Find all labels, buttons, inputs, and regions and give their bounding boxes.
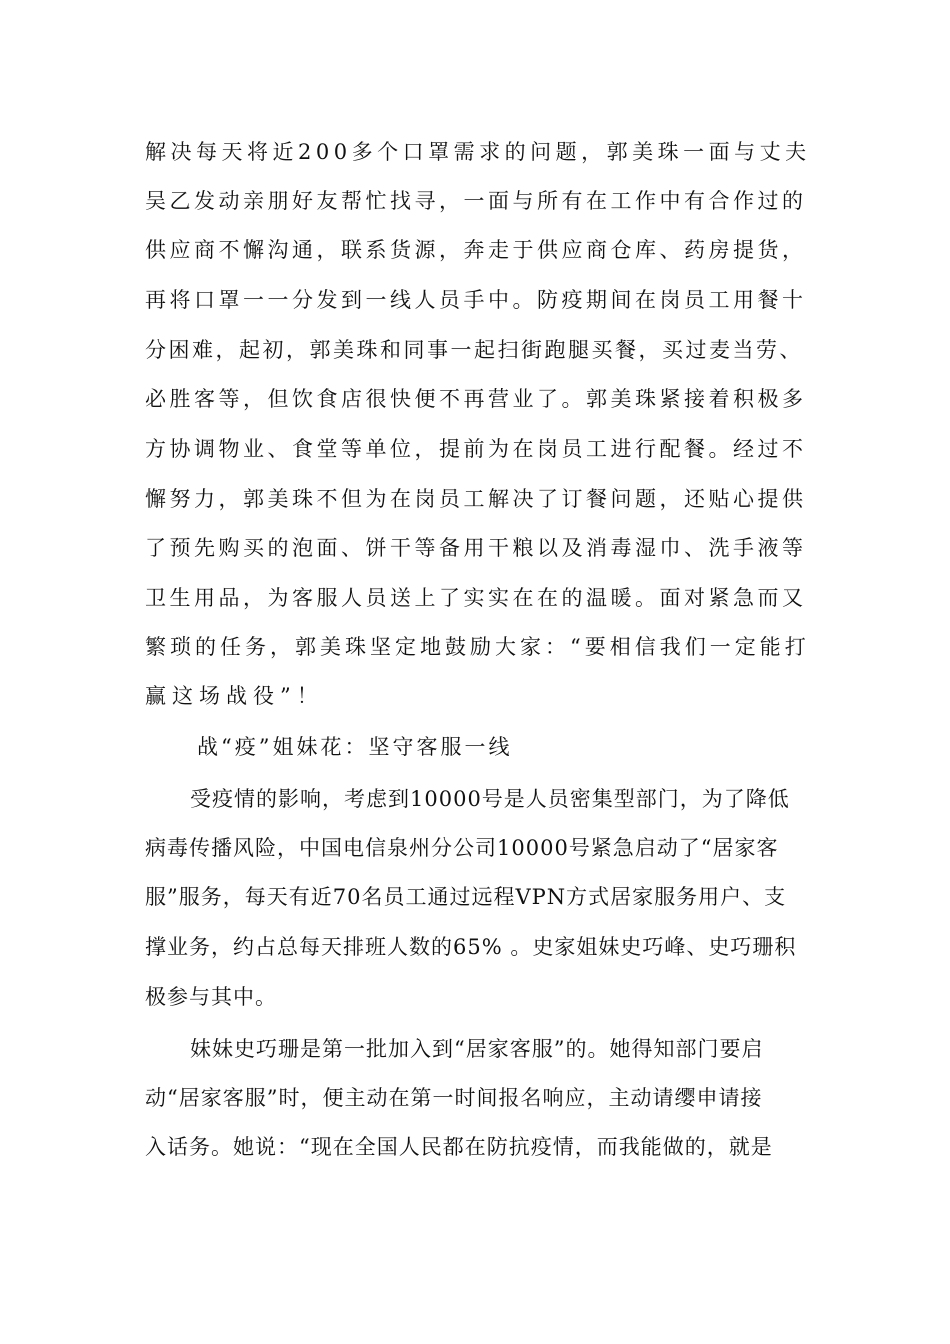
text-line: 必胜客等，但饮食店很快便不再营业了。郭美珠紧接着积极多: [145, 387, 807, 411]
text-line: 服”服务，每天有近70名员工通过远程VPN方式居家服务用户、支: [145, 885, 787, 909]
text-line: 懈努力，郭美珠不但为在岗员工解决了订餐问题，还贴心提供: [145, 487, 807, 511]
text-line: 动“居家客服”时，便主动在第一时间报名响应，主动请缨申请接: [145, 1086, 763, 1110]
text-line: 吴乙发动亲朋好友帮忙找寻，一面与所有在工作中有合作过的: [145, 189, 807, 213]
text-line: 受疫情的影响，考虑到10000号是人员密集型部门，为了降低: [190, 787, 790, 811]
text-line: 了预先购买的泡面、饼干等备用干粮以及消毒湿巾、洗手液等: [145, 536, 807, 560]
text-line: 供应商不懈沟通，联系货源，奔走于供应商仓库、药房提货，: [145, 238, 807, 262]
section-heading: 战“疫”姐妹花：坚守客服一线: [197, 735, 513, 759]
text-line: 卫生用品，为客服人员送上了实实在在的温暖。面对紧急而又: [145, 586, 807, 610]
text-line: 分困难，起初，郭美珠和同事一起扫街跑腿买餐，买过麦当劳、: [145, 338, 803, 362]
text-line: 赢这场战役”！: [145, 684, 324, 708]
text-line: 病毒传播风险，中国电信泉州分公司10000号紧急启动了“居家客: [145, 836, 779, 860]
text-line: 方协调物业、食堂等单位，提前为在岗员工进行配餐。经过不: [145, 437, 807, 461]
text-line: 繁琐的任务，郭美珠坚定地鼓励大家：“要相信我们一定能打: [145, 635, 810, 659]
text-line: 撑业务，约占总每天排班人数的65% 。史家姐妹史巧峰、史巧珊积: [145, 935, 797, 959]
text-line: 再将口罩一一分发到一线人员手中。防疫期间在岗员工用餐十: [145, 288, 807, 312]
text-line: 极参与其中。: [145, 985, 277, 1009]
text-line: 解决每天将近200多个口罩需求的问题，郭美珠一面与丈夫: [145, 140, 811, 164]
text-line: 妹妹史巧珊是第一批加入到“居家客服”的。她得知部门要启: [190, 1037, 764, 1061]
text-line: 入话务。她说：“现在全国人民都在防抗疫情，而我能做的，就是: [145, 1135, 773, 1159]
